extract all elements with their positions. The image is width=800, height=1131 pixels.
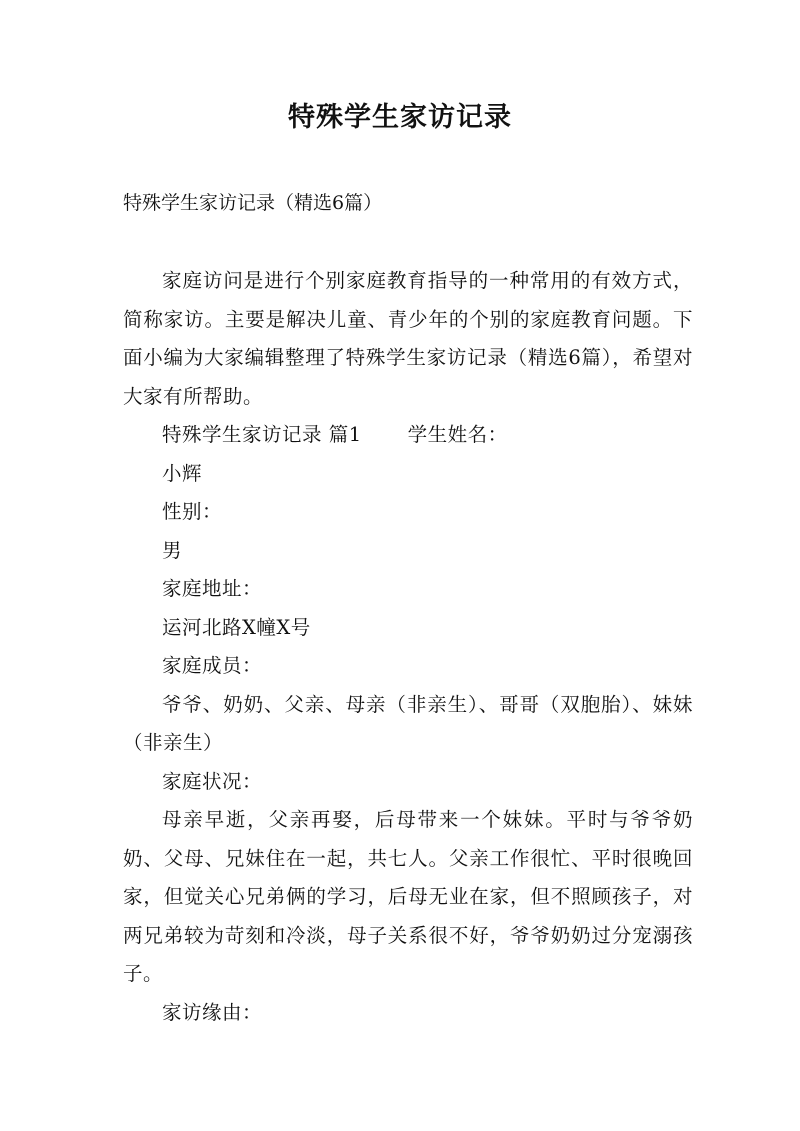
record-heading: 特殊学生家访记录 篇1 [162,423,362,446]
student-name-label: 学生姓名： [407,423,508,446]
situation-label: 家庭状况： [162,769,263,793]
gender-label: 性别： [162,500,223,523]
document-title: 特殊学生家访记录 [288,102,512,133]
document-body [123,262,693,1032]
student-name-value: 小辉 [162,461,203,485]
document-subtitle: 特殊学生家访记录（精选6篇） [123,192,383,214]
address-value: 运河北路X幢X号 [162,615,311,639]
intro-paragraph: 家庭访问是进行个别家庭教育指导的一种常用的有效方式，简称家访。主要是解决儿童、青少年的个别的家庭教育问题。下面小编为大家编辑整理了特殊学生家访记录（精选6篇），希望对大家有所帮助。 [123,269,693,408]
reason-label: 家访缘由： [162,1000,263,1024]
situation-paragraph: 母亲早逝，父亲再娶，后母带来一个妹妹。平时与爷爷奶奶、父母、兄妹住在一起，共七人。父亲工作很忙、平时很晚回家，但觉关心兄弟俩的学习，后母无业在家，但不照顾孩子，对两兄弟较为苛刻和冷淡，母子关系很不好，爷爷奶奶过分宠溺孩子。 [123,808,693,985]
members-label: 家庭成员： [162,654,263,677]
members-value: 爷爷、奶奶、父亲、母亲（非亲生）、哥哥（双胞胎）、妹妹（非亲生） [123,692,693,754]
record-heading-line [123,416,693,455]
address-label: 家庭地址： [162,577,263,600]
gender-value: 男 [162,538,183,562]
